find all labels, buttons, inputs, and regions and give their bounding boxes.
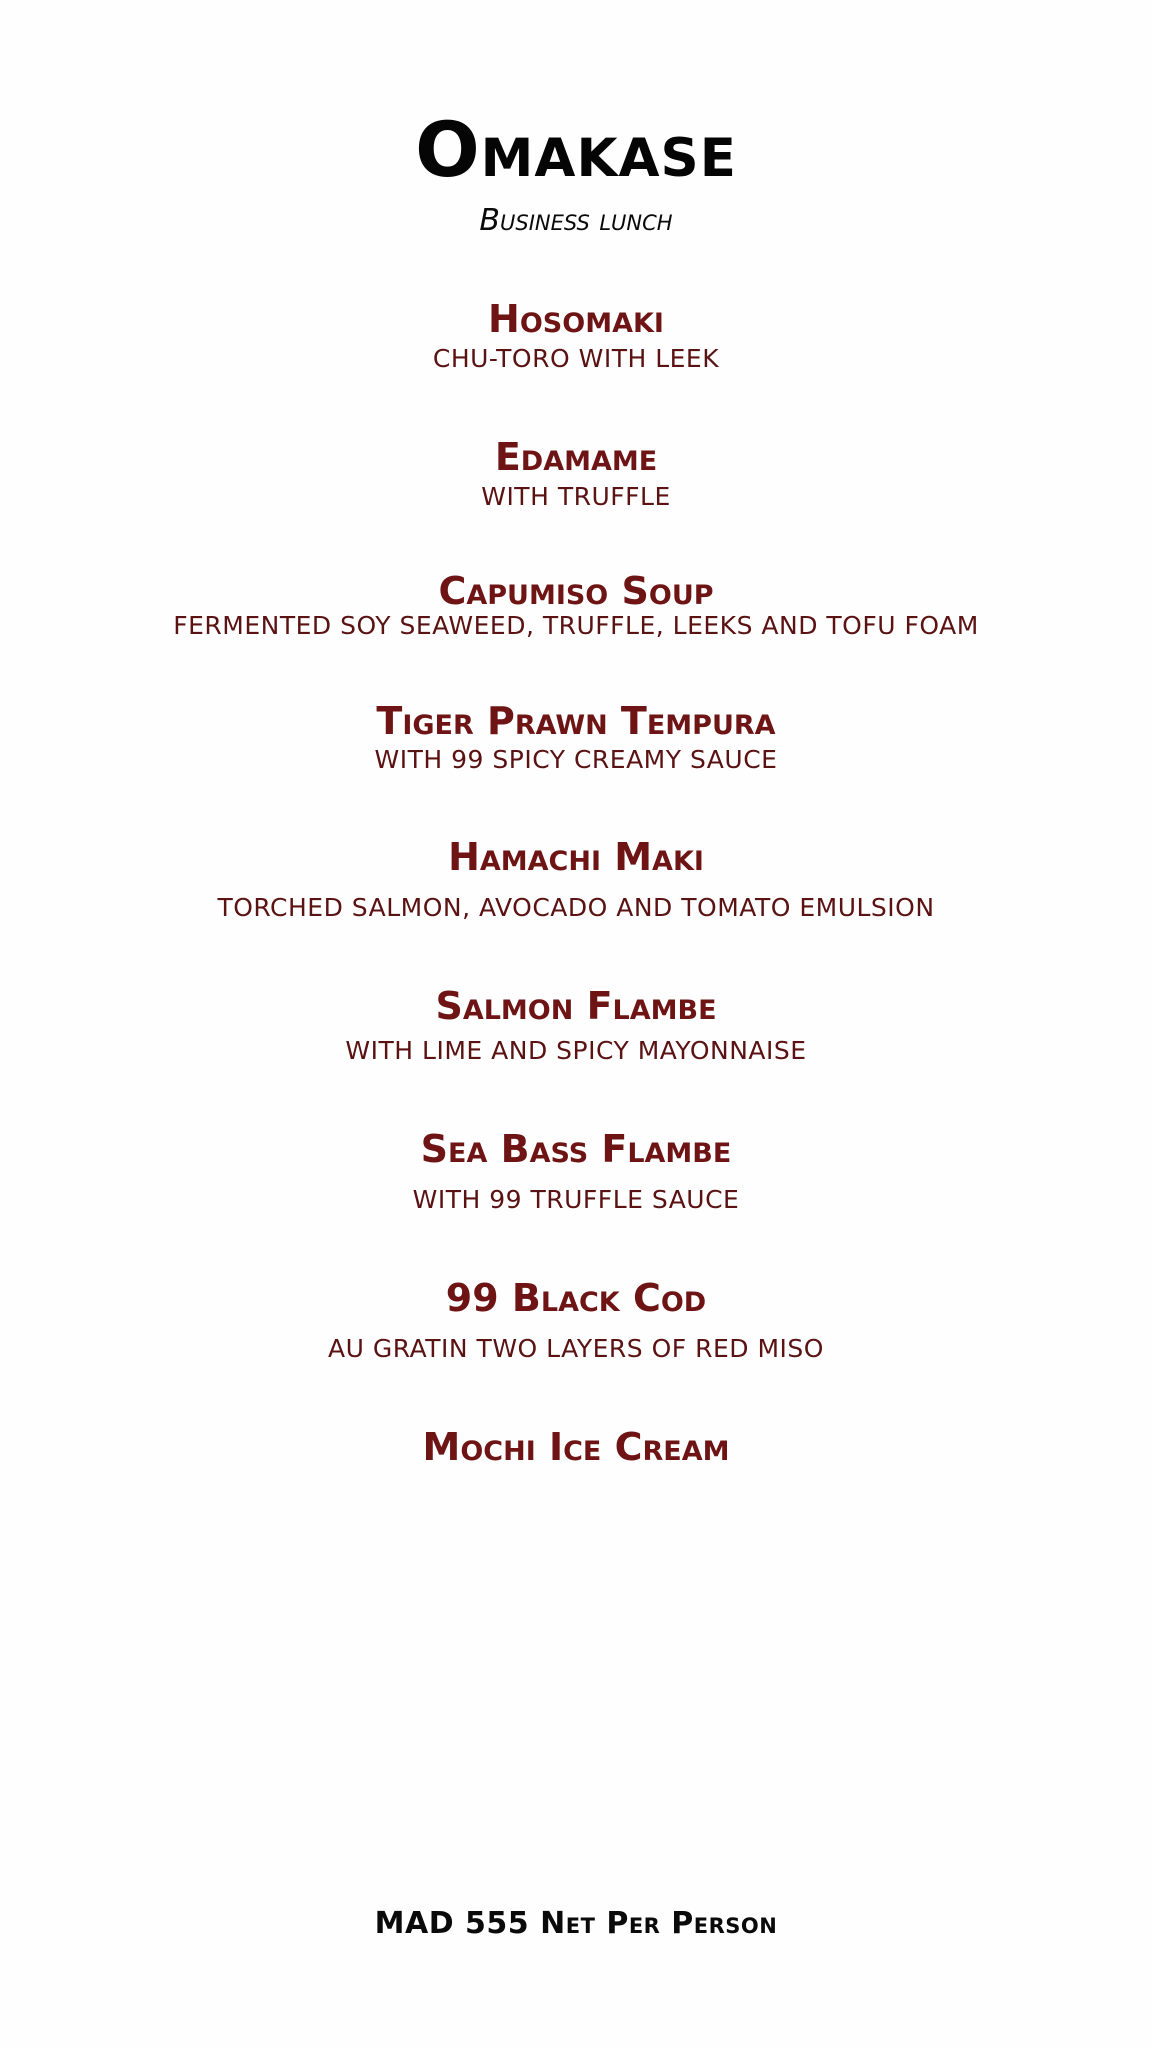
dish-name: Salmon Flambe: [435, 984, 717, 1028]
dish-name: Hamachi Maki: [448, 835, 704, 879]
dish-description: WITH 99 TRUFFLE SAUCE: [412, 1185, 740, 1214]
dish-name: Capumiso Soup: [438, 569, 714, 613]
dish-description: CHU-TORO WITH LEEK: [432, 344, 720, 373]
dish-name: Sea Bass Flambe: [420, 1127, 732, 1171]
dish-description: FERMENTED SOY SEAWEED, TRUFFLE, LEEKS AND TOFU FOAM: [173, 611, 979, 640]
dish-description: TORCHED SALMON, AVOCADO AND TOMATO EMULSION: [217, 893, 935, 922]
menu-subtitle: Business lunch: [479, 203, 673, 238]
dish-description: AU GRATIN TWO LAYERS OF RED MISO: [328, 1334, 824, 1363]
dish-description: WITH TRUFFLE: [481, 482, 671, 511]
dish-name: Edamame: [494, 435, 658, 479]
dish-name: Mochi Ice Cream: [422, 1425, 730, 1469]
dish-name: 99 Black Cod: [445, 1276, 707, 1320]
price-per-person: MAD 555 Net Per Person: [374, 1906, 778, 1941]
dish-description: WITH LIME AND SPICY MAYONNAISE: [345, 1036, 807, 1065]
dish-name: Tiger Prawn Tempura: [376, 699, 776, 743]
dish-description: WITH 99 SPICY CREAMY SAUCE: [374, 745, 778, 774]
dish-name: Hosomaki: [488, 297, 664, 341]
menu-title: Omakase: [415, 105, 737, 194]
